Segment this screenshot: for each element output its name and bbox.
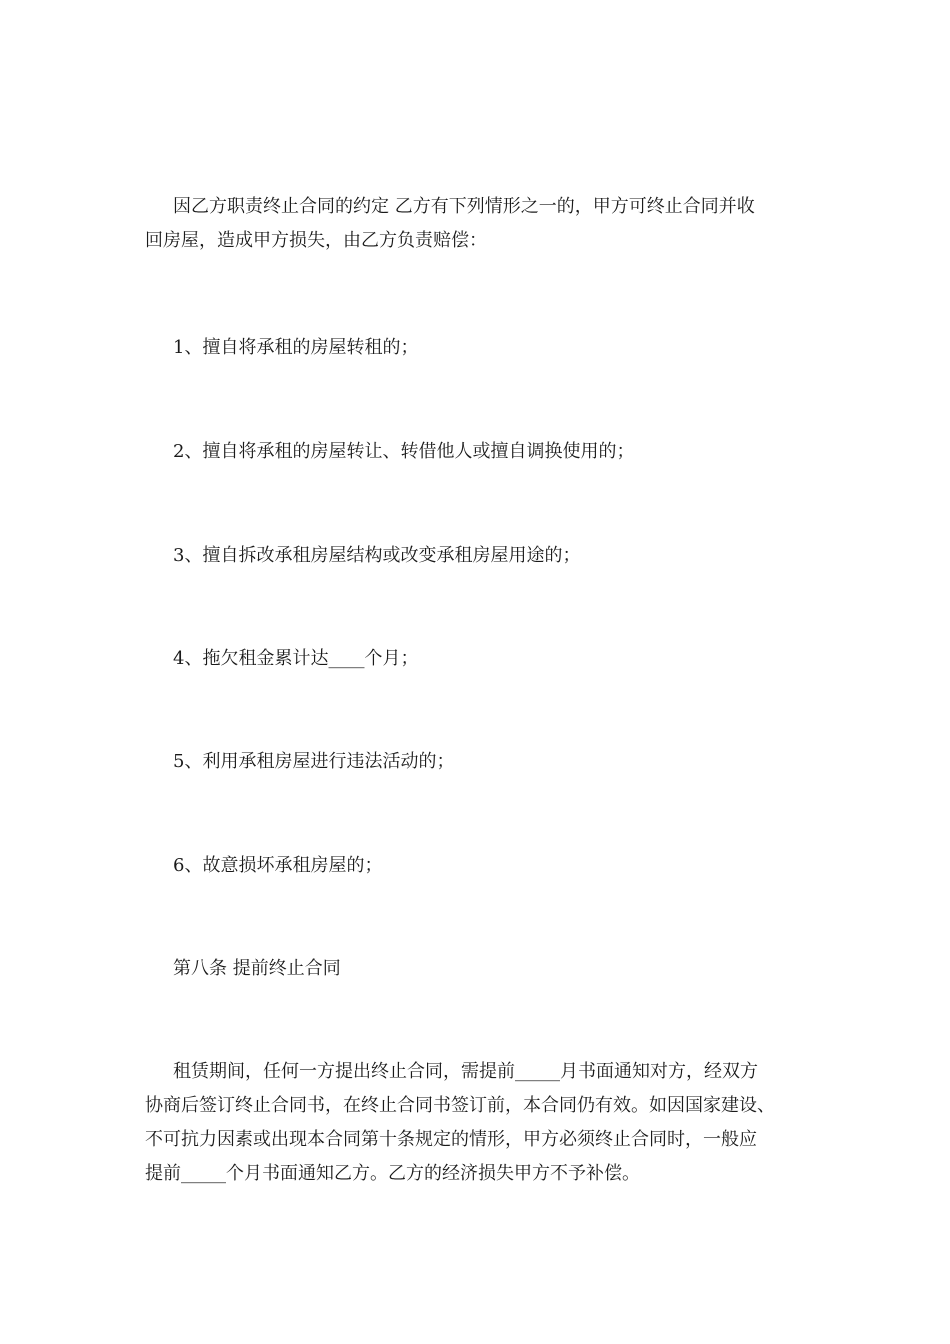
clause-item-5: 5、利用承租房屋进行违法活动的； [173, 751, 455, 772]
clause-item-6: 6、故意损坏承租房屋的； [173, 855, 383, 876]
clause-item-3: 3、擅自拆改承租房屋结构或改变承租房屋用途的； [173, 545, 581, 566]
closing-line-1: 租赁期间，任何一方提出终止合同，需提前_____月书面通知对方，经双方 [173, 1061, 758, 1082]
clause-item-1: 1、擅自将承租的房屋转租的； [173, 337, 419, 358]
intro-line-1: 因乙方职责终止合同的约定 乙方有下列情形之一的，甲方可终止合同并收 [173, 196, 755, 217]
section-title: 第八条 提前终止合同 [173, 958, 341, 979]
intro-paragraph [145, 190, 805, 258]
clause-item-4: 4、拖欠租金累计达____个月； [173, 648, 419, 669]
closing-paragraph [145, 1055, 805, 1191]
closing-line-3: 不可抗力因素或出现本合同第十条规定的情形，甲方必须终止合同时，一般应 [145, 1129, 757, 1150]
intro-line-2: 回房屋，造成甲方损失，由乙方负责赔偿： [145, 230, 487, 251]
closing-line-2: 协商后签订终止合同书，在终止合同书签订前，本合同仍有效。如因国家建设、 [145, 1095, 775, 1116]
closing-line-4: 提前_____个月书面通知乙方。乙方的经济损失甲方不予补偿。 [145, 1163, 640, 1184]
clause-item-2: 2、擅自将承租的房屋转让、转借他人或擅自调换使用的； [173, 441, 635, 462]
